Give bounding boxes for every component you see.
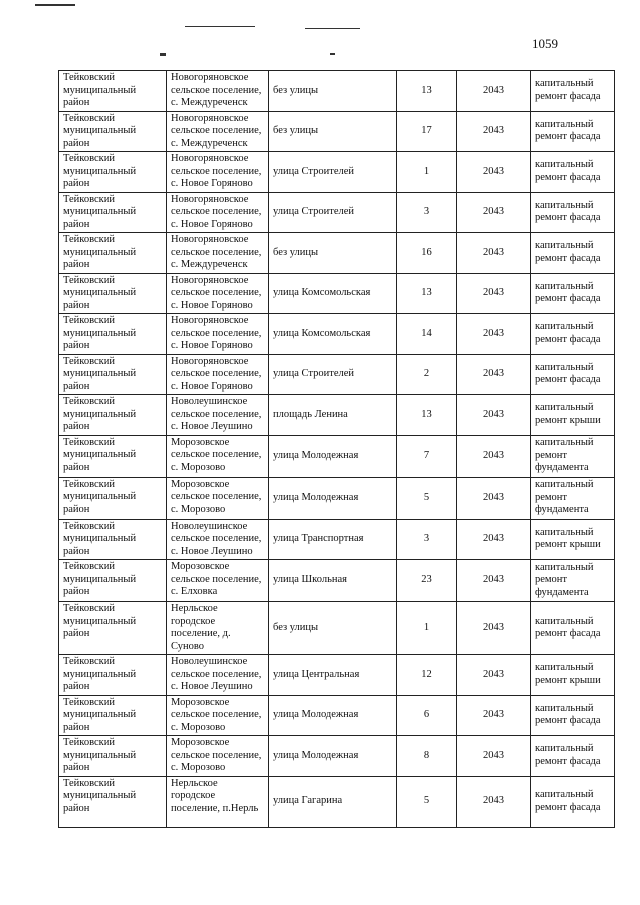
house-number-cell: 14 [397,314,457,355]
work-type-cell: капитальный ремонт фасада [531,736,615,777]
district-cell: Тейковский муниципальный район [59,354,167,395]
year-cell: 2043 [457,560,531,602]
year-cell: 2043 [457,736,531,777]
year-cell: 2043 [457,71,531,112]
work-type-cell: капитальный ремонт фундамента [531,560,615,602]
work-type-cell: капитальный ремонт фундамента [531,477,615,519]
settlement-cell: Новогоряновское сельское поселение, с. Новое Горяново [167,273,269,314]
table-row [59,477,615,519]
work-type-cell: капитальный ремонт крыши [531,519,615,560]
table-row [59,354,615,395]
street-cell: без улицы [269,233,397,274]
house-number-cell: 3 [397,192,457,233]
district-cell: Тейковский муниципальный район [59,655,167,696]
settlement-cell: Морозовское сельское поселение, с. Морозово [167,477,269,519]
table-row [59,273,615,314]
district-cell: Тейковский муниципальный район [59,192,167,233]
settlement-cell: Морозовское сельское поселение, с. Морозово [167,435,269,477]
work-type-cell: капитальный ремонт фасада [531,273,615,314]
settlement-cell: Нерльское городское поселение, п.Нерль [167,776,269,827]
scan-mark [330,53,335,55]
year-cell: 2043 [457,354,531,395]
house-number-cell: 13 [397,273,457,314]
street-cell: улица Молодежная [269,695,397,736]
settlement-cell: Морозовское сельское поселение, с. Морозово [167,695,269,736]
year-cell: 2043 [457,314,531,355]
street-cell: улица Молодежная [269,477,397,519]
settlement-cell: Морозовское сельское поселение, с. Морозово [167,736,269,777]
district-cell: Тейковский муниципальный район [59,314,167,355]
table-row [59,776,615,827]
house-number-cell: 6 [397,695,457,736]
year-cell: 2043 [457,233,531,274]
scan-mark [35,4,75,6]
table-row [59,192,615,233]
work-type-cell: капитальный ремонт фасада [531,192,615,233]
year-cell: 2043 [457,477,531,519]
district-cell: Тейковский муниципальный район [59,435,167,477]
house-number-cell: 1 [397,602,457,655]
street-cell: площадь Ленина [269,395,397,436]
table-row [59,736,615,777]
table-row [59,655,615,696]
work-type-cell: капитальный ремонт фасада [531,602,615,655]
table-row [59,560,615,602]
year-cell: 2043 [457,435,531,477]
work-type-cell: капитальный ремонт фасада [531,71,615,112]
street-cell: без улицы [269,602,397,655]
district-cell: Тейковский муниципальный район [59,71,167,112]
house-number-cell: 5 [397,776,457,827]
scan-mark [160,53,166,56]
street-cell: улица Комсомольская [269,314,397,355]
table-row [59,602,615,655]
table-row [59,695,615,736]
year-cell: 2043 [457,776,531,827]
house-number-cell: 17 [397,111,457,152]
settlement-cell: Нерльское городское поселение, д. Суново [167,602,269,655]
year-cell: 2043 [457,655,531,696]
settlement-cell: Новолеушинское сельское поселение, с. Новое Леушино [167,655,269,696]
settlement-cell: Новолеушинское сельское поселение, с. Новое Леушино [167,519,269,560]
year-cell: 2043 [457,602,531,655]
year-cell: 2043 [457,695,531,736]
work-type-cell: капитальный ремонт фасада [531,152,615,193]
work-type-cell: капитальный ремонт фасада [531,111,615,152]
street-cell: улица Школьная [269,560,397,602]
street-cell: улица Молодежная [269,435,397,477]
house-number-cell: 13 [397,71,457,112]
house-number-cell: 3 [397,519,457,560]
work-type-cell: капитальный ремонт фасада [531,354,615,395]
house-number-cell: 13 [397,395,457,436]
house-number-cell: 5 [397,477,457,519]
table-body [59,71,615,828]
district-cell: Тейковский муниципальный район [59,152,167,193]
work-type-cell: капитальный ремонт фасада [531,314,615,355]
settlement-cell: Новолеушинское сельское поселение, с. Новое Леушино [167,395,269,436]
table-row [59,111,615,152]
repair-schedule-table [58,70,615,828]
house-number-cell: 7 [397,435,457,477]
year-cell: 2043 [457,395,531,436]
work-type-cell: капитальный ремонт фасада [531,695,615,736]
settlement-cell: Новогоряновское сельское поселение, с. Междуреченск [167,111,269,152]
district-cell: Тейковский муниципальный район [59,233,167,274]
house-number-cell: 2 [397,354,457,395]
work-type-cell: капитальный ремонт фасада [531,776,615,827]
street-cell: улица Комсомольская [269,273,397,314]
street-cell: без улицы [269,111,397,152]
scan-mark [305,28,360,29]
settlement-cell: Новогоряновское сельское поселение, с. Новое Горяново [167,354,269,395]
year-cell: 2043 [457,111,531,152]
table-row [59,519,615,560]
settlement-cell: Новогоряновское сельское поселение, с. Междуреченск [167,233,269,274]
year-cell: 2043 [457,192,531,233]
house-number-cell: 8 [397,736,457,777]
table-row [59,314,615,355]
district-cell: Тейковский муниципальный район [59,560,167,602]
work-type-cell: капитальный ремонт крыши [531,655,615,696]
house-number-cell: 1 [397,152,457,193]
house-number-cell: 23 [397,560,457,602]
street-cell: улица Молодежная [269,736,397,777]
house-number-cell: 16 [397,233,457,274]
street-cell: улица Транспортная [269,519,397,560]
scan-mark [185,26,255,27]
settlement-cell: Новогоряновское сельское поселение, с. Новое Горяново [167,192,269,233]
table-row [59,152,615,193]
work-type-cell: капитальный ремонт фундамента [531,435,615,477]
district-cell: Тейковский муниципальный район [59,477,167,519]
street-cell: улица Центральная [269,655,397,696]
settlement-cell: Новогоряновское сельское поселение, с. Новое Горяново [167,152,269,193]
district-cell: Тейковский муниципальный район [59,273,167,314]
street-cell: улица Строителей [269,152,397,193]
district-cell: Тейковский муниципальный район [59,736,167,777]
table-row [59,233,615,274]
district-cell: Тейковский муниципальный район [59,111,167,152]
street-cell: улица Гагарина [269,776,397,827]
table-row [59,71,615,112]
settlement-cell: Новогоряновское сельское поселение, с. Междуреченск [167,71,269,112]
district-cell: Тейковский муниципальный район [59,776,167,827]
table-row [59,435,615,477]
year-cell: 2043 [457,152,531,193]
table-row [59,395,615,436]
district-cell: Тейковский муниципальный район [59,519,167,560]
street-cell: без улицы [269,71,397,112]
district-cell: Тейковский муниципальный район [59,695,167,736]
work-type-cell: капитальный ремонт крыши [531,395,615,436]
street-cell: улица Строителей [269,192,397,233]
settlement-cell: Морозовское сельское поселение, с. Елховка [167,560,269,602]
work-type-cell: капитальный ремонт фасада [531,233,615,274]
district-cell: Тейковский муниципальный район [59,602,167,655]
page-number: 1059 [532,36,558,51]
house-number-cell: 12 [397,655,457,696]
street-cell: улица Строителей [269,354,397,395]
settlement-cell: Новогоряновское сельское поселение, с. Новое Горяново [167,314,269,355]
district-cell: Тейковский муниципальный район [59,395,167,436]
year-cell: 2043 [457,273,531,314]
year-cell: 2043 [457,519,531,560]
